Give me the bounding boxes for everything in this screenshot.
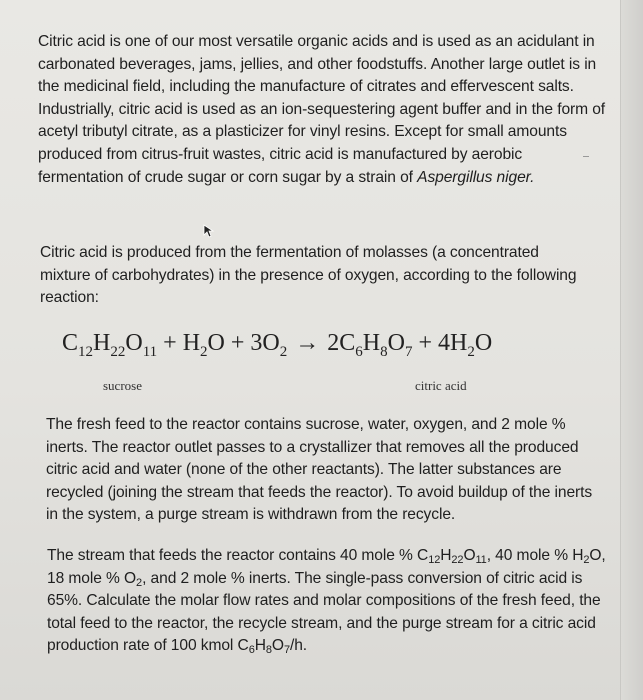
problem-paragraph: The stream that feeds the reactor contains 40 mole % $C_{12}H_{22}O_{11}$, 40 mole % $H_2O$, 18 mole % $O_2$, and 2 mole % inerts. The single-pass conversion of citric acid is 65%. Calculate the molar flow rates and molar compositions of the fresh feed, the total feed to the reactor, the recycle stream, and the purge stream for a citric acid production rate of 100 kmol $C_6H_8O_7/h$. [47, 547, 606, 657]
sucrose-label: sucrose [103, 378, 142, 393]
mouse-cursor-icon [203, 224, 215, 238]
citric-acid-label: citric acid [415, 378, 467, 393]
reaction-equation: $C_{12}H_{22}O_{11} + H_2O + 3O_2 \to 2C_6H_8O_7 + 4H_2O$ [62, 330, 493, 360]
pen-mark [583, 156, 589, 157]
production-paragraph: Citric acid is produced from the fermentation of molasses (a concentrated mixture of carbohydrates) in the presence of oxygen, according to the following reaction: [40, 244, 577, 307]
sucrose-formula: $C_{12}H_{22}O_{11}$ [417, 547, 487, 566]
page-edge [620, 0, 643, 700]
citric-acid-formula: $C_6H_8O_7$ [237, 637, 290, 657]
oxygen-formula: $O_2$ [124, 569, 143, 589]
water-formula: $H_2$ [572, 547, 590, 566]
feed-paragraph: The fresh feed to the reactor contains sucrose, water, oxygen, and 2 mole % inerts. The reactor outlet passes to a crystallizer that removes all the produced citric acid and water (none of the other reactants). The latter substances are recycled (joining the stream that feeds the reactor). To avoid buildup of the inerts in the system, a purge stream is withdrawn from the recycle. [46, 416, 593, 524]
species-name: Aspergillus niger. [417, 168, 535, 186]
intro-paragraph: Citric acid is one of our most versatile organic acids and is used as an acidulant in carbonated beverages, jams, jellies, and other foodstuffs. Another large outlet is in the medicinal field, including the manufacture of citrates and effervescent salts. Industrially, citric acid is used as an ion-sequestering agent buffer and in the form of acetyl tributyl citrate, as a plasticizer for vinyl resins. Except for small amounts produced from citrus-fruit wastes, citric acid is manufactured by aerobic fermentation of crude sugar or corn sugar by a strain of Aspergillus niger. [38, 33, 606, 186]
reaction-arrow: → [295, 330, 320, 356]
